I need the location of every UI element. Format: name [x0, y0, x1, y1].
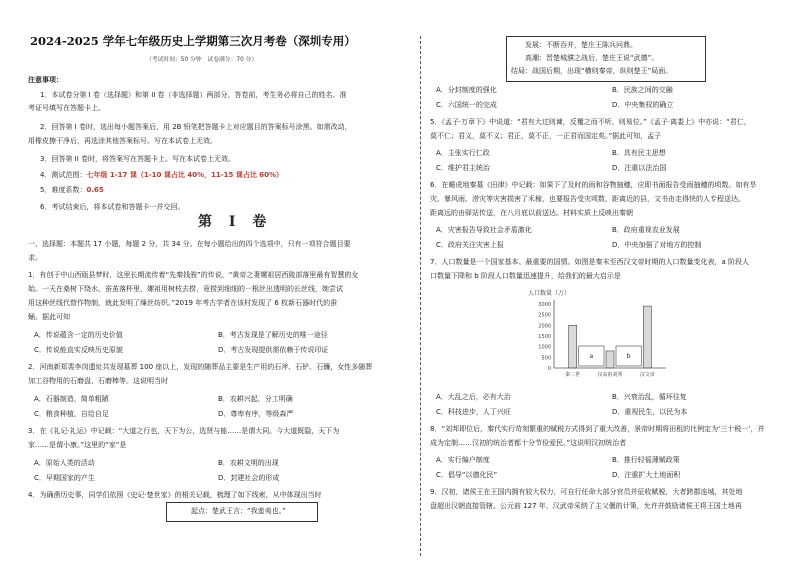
option-c[interactable]: C．早期国家的产生 [34, 474, 95, 482]
option-a[interactable]: A．分封制度的强化 [436, 86, 497, 94]
question-2-text: 加工谷物用的石磨盘、石磨棒等。这说明当时 [28, 377, 168, 385]
option-c[interactable]: C．政府关注灾害上报 [436, 241, 504, 249]
chart-stage-label: a [589, 353, 594, 360]
question-1-text: 1．有创于中山西瓯县梦时，这里长期流传着“先秦钱骏”的传说，“黄帝之妻嫘祖居西陵部落里最有智慧的女 [28, 271, 359, 279]
chart-bar [606, 351, 614, 368]
option-b[interactable]: B．农耕文明的出现 [218, 459, 279, 467]
difficulty [40, 186, 104, 195]
note-line: 3．回答第 II 卷时，将答案写在答题卡上。写在本试卷上无效。 [40, 155, 236, 163]
option-b[interactable]: B．具有民主思想 [612, 149, 666, 157]
chart-y-tick: 1500 [538, 334, 551, 340]
column-divider [420, 36, 421, 556]
difficulty-value: 0.65 [86, 186, 104, 194]
option-a[interactable]: A．石器制造，简单粗陋 [34, 395, 109, 403]
option-c[interactable]: C．六国统一的完成 [436, 101, 497, 109]
option-b[interactable]: B．政府重视农业发展 [612, 226, 680, 234]
exam-title: 2024-2025 学年七年级历史上学期第三次月考卷（深圳专用） [30, 34, 356, 48]
chart-y-tick: 0 [547, 366, 551, 372]
option-c[interactable]: C．传说能直实反映历史原貌 [34, 346, 123, 354]
option-d[interactable]: D．注重扩大土地面积 [612, 471, 681, 479]
chart-y-tick: 3000 [538, 302, 551, 308]
chart-stage-label: b [626, 353, 631, 360]
option-a[interactable]: A．大乱之后，必有大治 [436, 393, 511, 401]
note-line: 用橡皮擦干净后，再选涂其他答案标号。写在本试卷上无效。 [28, 137, 217, 145]
note-line: 考证号填写在答题卡上。 [28, 104, 105, 112]
q4-timeline-continued-box [506, 36, 706, 82]
option-d[interactable]: D．中央加强了对地方的控制 [612, 241, 702, 249]
option-b[interactable]: B．农耕兴起，分工明确 [218, 395, 293, 403]
option-d[interactable]: D．封建社会的形成 [218, 474, 280, 482]
question-6-text: 灾、暴风雨、涝灾等灾害损害了禾稼，也要报告受灾顷数，距离近的县，文书由走得快的人专程送达。 [430, 195, 745, 203]
question-8-text: 成为定制……汉初的统治者都十分节俭爱民。”这说明汉初统治者 [430, 439, 627, 447]
note-line: 2．回答第 I 卷时，选出每小题答案后，用 2B 铅笔把答题卡上对应题目的答案标号涂黑。如需改动， [40, 123, 352, 131]
question-1-text: 蛹。据此可知 [28, 313, 70, 321]
chart-ylabel: 人口数量（万） [528, 290, 571, 297]
question-3-text: 3．在《礼记·礼运》中记载：“大道之行也，天下为公，选贤与能……是谓大同。今大道既隐，天下为 [28, 427, 340, 435]
option-b[interactable]: B．考古发现是了解历史的唯一途径 [218, 331, 328, 339]
chart-y-tick: 2500 [538, 312, 551, 319]
option-d[interactable]: D．注重以法治国 [612, 164, 667, 172]
question-3-text: 家……是谓小康。”这里的“家”是 [28, 441, 127, 449]
option-c[interactable]: C．维护君主统治 [436, 164, 490, 172]
timeline-development: 发展：不断吞并，楚庄王陈兵问鼎。 [525, 41, 637, 49]
question-8-text: 8．“刘邦即位后，秦代实行苛刻繁重的赋税方式得到了重大改善，景帝时期将田租的比例定为‘三十税一’，并 [430, 425, 765, 433]
exam-meta: （考试时间：50 分钟 试卷满分：70 分） [146, 57, 258, 63]
question-6-text: 距离远的由驿站传送，在八月底以前送达。材料实质上反映出秦朝 [430, 209, 633, 217]
difficulty-label: 5．难度系数： [40, 186, 87, 194]
option-b[interactable]: B．民族之间的交融 [612, 86, 673, 94]
note-line: 6．考试结束后，将本试卷和答题卡一并交回。 [40, 203, 185, 211]
question-4-text: 4．为确凿历史事，同学们依照《史记·楚世家》的相关记载，梳理了如下线索，从中体现出当时 [28, 491, 322, 499]
test-scope-label: 4．测试范围： [40, 171, 87, 179]
option-a[interactable]: A．灾害报告导致社会矛盾激化 [436, 226, 532, 234]
question-7-text: 口数量下降和 b 阶段人口数量迅速提升，给我们的最大启示是 [430, 272, 621, 280]
chart-category-label: 汉高祖刘邦 [597, 372, 623, 378]
chart-y-tick: 1000 [538, 344, 551, 351]
option-a[interactable]: A．主张实行仁政 [436, 149, 490, 157]
option-a[interactable]: A．实行编户制度 [436, 456, 490, 464]
option-d[interactable]: D．尊卑有序，等级森严 [218, 410, 294, 418]
option-c[interactable]: C．倡导“以德化民” [436, 471, 498, 479]
section-instructions: 求。 [28, 254, 42, 262]
population-chart [526, 286, 676, 386]
notes-heading: 注意事项： [28, 76, 63, 84]
q4-timeline-start: 起点：楚武王言：“我蛮夷也。” [191, 507, 286, 515]
section-instructions: 一、选择题：本题共 17 小题，每题 2 分，共 34 分。在每小题给出的四个选项中，只有一项符合题目要 [28, 240, 351, 248]
question-9-text: 盘超出汉朝直接管辖。公元前 127 年，汉武帝采纳了主父偃的计策，允许并鼓励诸侯王将王国土地再 [430, 502, 742, 510]
timeline-climax: 高潮：晋楚城濮之战后，楚庄王说“武德”。 [525, 54, 659, 62]
question-1-text: 用这种丝线代替作物制，就此发明了缫丝纺织。”2019 年考古学者在该村发现了 6 枚新石器时代的蚕 [28, 299, 338, 307]
chart-bar [643, 306, 651, 368]
question-9-text: 9．汉初，诸侯王在王国内拥有较大权力，可自行任命大部分官员并征收赋税，大者跨郡连城，其处地 [430, 488, 743, 496]
option-d[interactable]: D．考古发现提供需依赖于传说印证 [218, 346, 329, 354]
option-d[interactable]: D．重视民生，以民为本 [612, 408, 688, 416]
option-a[interactable]: A．原始人类的活动 [34, 459, 95, 467]
chart-y-tick: 500 [541, 355, 551, 362]
option-b[interactable]: B．推行轻徭薄赋政策 [612, 456, 680, 464]
question-2-text: 2．河南新郑裴李岗遗址共发现墓葬 100 座以上，发现的随葬品主要是生产用的石斧、石铲、石镰，女性多随葬 [28, 363, 373, 371]
test-scope [40, 171, 283, 180]
chart-y-tick: 2000 [538, 323, 551, 330]
chart-bar [569, 325, 577, 368]
question-5-text: 5．《孟子·万章下》中说道：“君有大过则谏，反覆之而不听，则易位。”《孟子·离娄上》中亦说：“君仁， [430, 118, 751, 126]
option-c[interactable]: C．科技进步，人丁兴旺 [436, 408, 511, 416]
note-line: 1．本试卷分第 I 卷（选择题）和第 II 卷（非选择题）两部分。答卷前，考生务必将自己的姓名、准 [40, 91, 347, 99]
option-a[interactable]: A．传说蕴含一定的历史价值 [34, 331, 123, 339]
q4-timeline-box [166, 502, 318, 522]
option-c[interactable]: C．粮食种植，自给自足 [34, 410, 109, 418]
right-column [430, 0, 778, 562]
question-6-text: 6．在睡虎地秦墓《田律》中记载：如果下了及时的雨和谷物抽穗，应即书面报告受雨抽穗的顷数。如有旱 [430, 181, 757, 189]
question-7-text: 7．人口数量是一个国家基本、最重要的国情。如图是秦末至西汉文帝时期的人口数量变化表，a 阶段人 [430, 258, 749, 266]
option-d[interactable]: D．中央集权的确立 [612, 101, 674, 109]
test-scope-value: 七年级 1-17 课（1-10 课占比 40%，11-15 课占比 60%） [86, 171, 284, 179]
chart-category-label: 秦二世 [565, 372, 581, 378]
question-1-text: 始。一天在桑树下绕水，蚕茧落杯里，嫘祖用树枝去捞，竟捞到细细的一根丝出透明的长丝线，她尝试 [28, 285, 343, 293]
timeline-result: 结局：战国后期，出现“横则秦帝，纵则楚王”局面。 [511, 67, 673, 75]
chart-category-label: 汉文帝 [639, 372, 655, 378]
option-b[interactable]: B．兴衰治乱，循环往复 [612, 393, 687, 401]
question-5-text: 莫不仁；君义，莫不义；君正，莫不正，一正君而国定矣。”据此可知，孟子 [430, 132, 662, 140]
section-title: 第 I 卷 [198, 214, 273, 230]
left-column [28, 0, 416, 562]
